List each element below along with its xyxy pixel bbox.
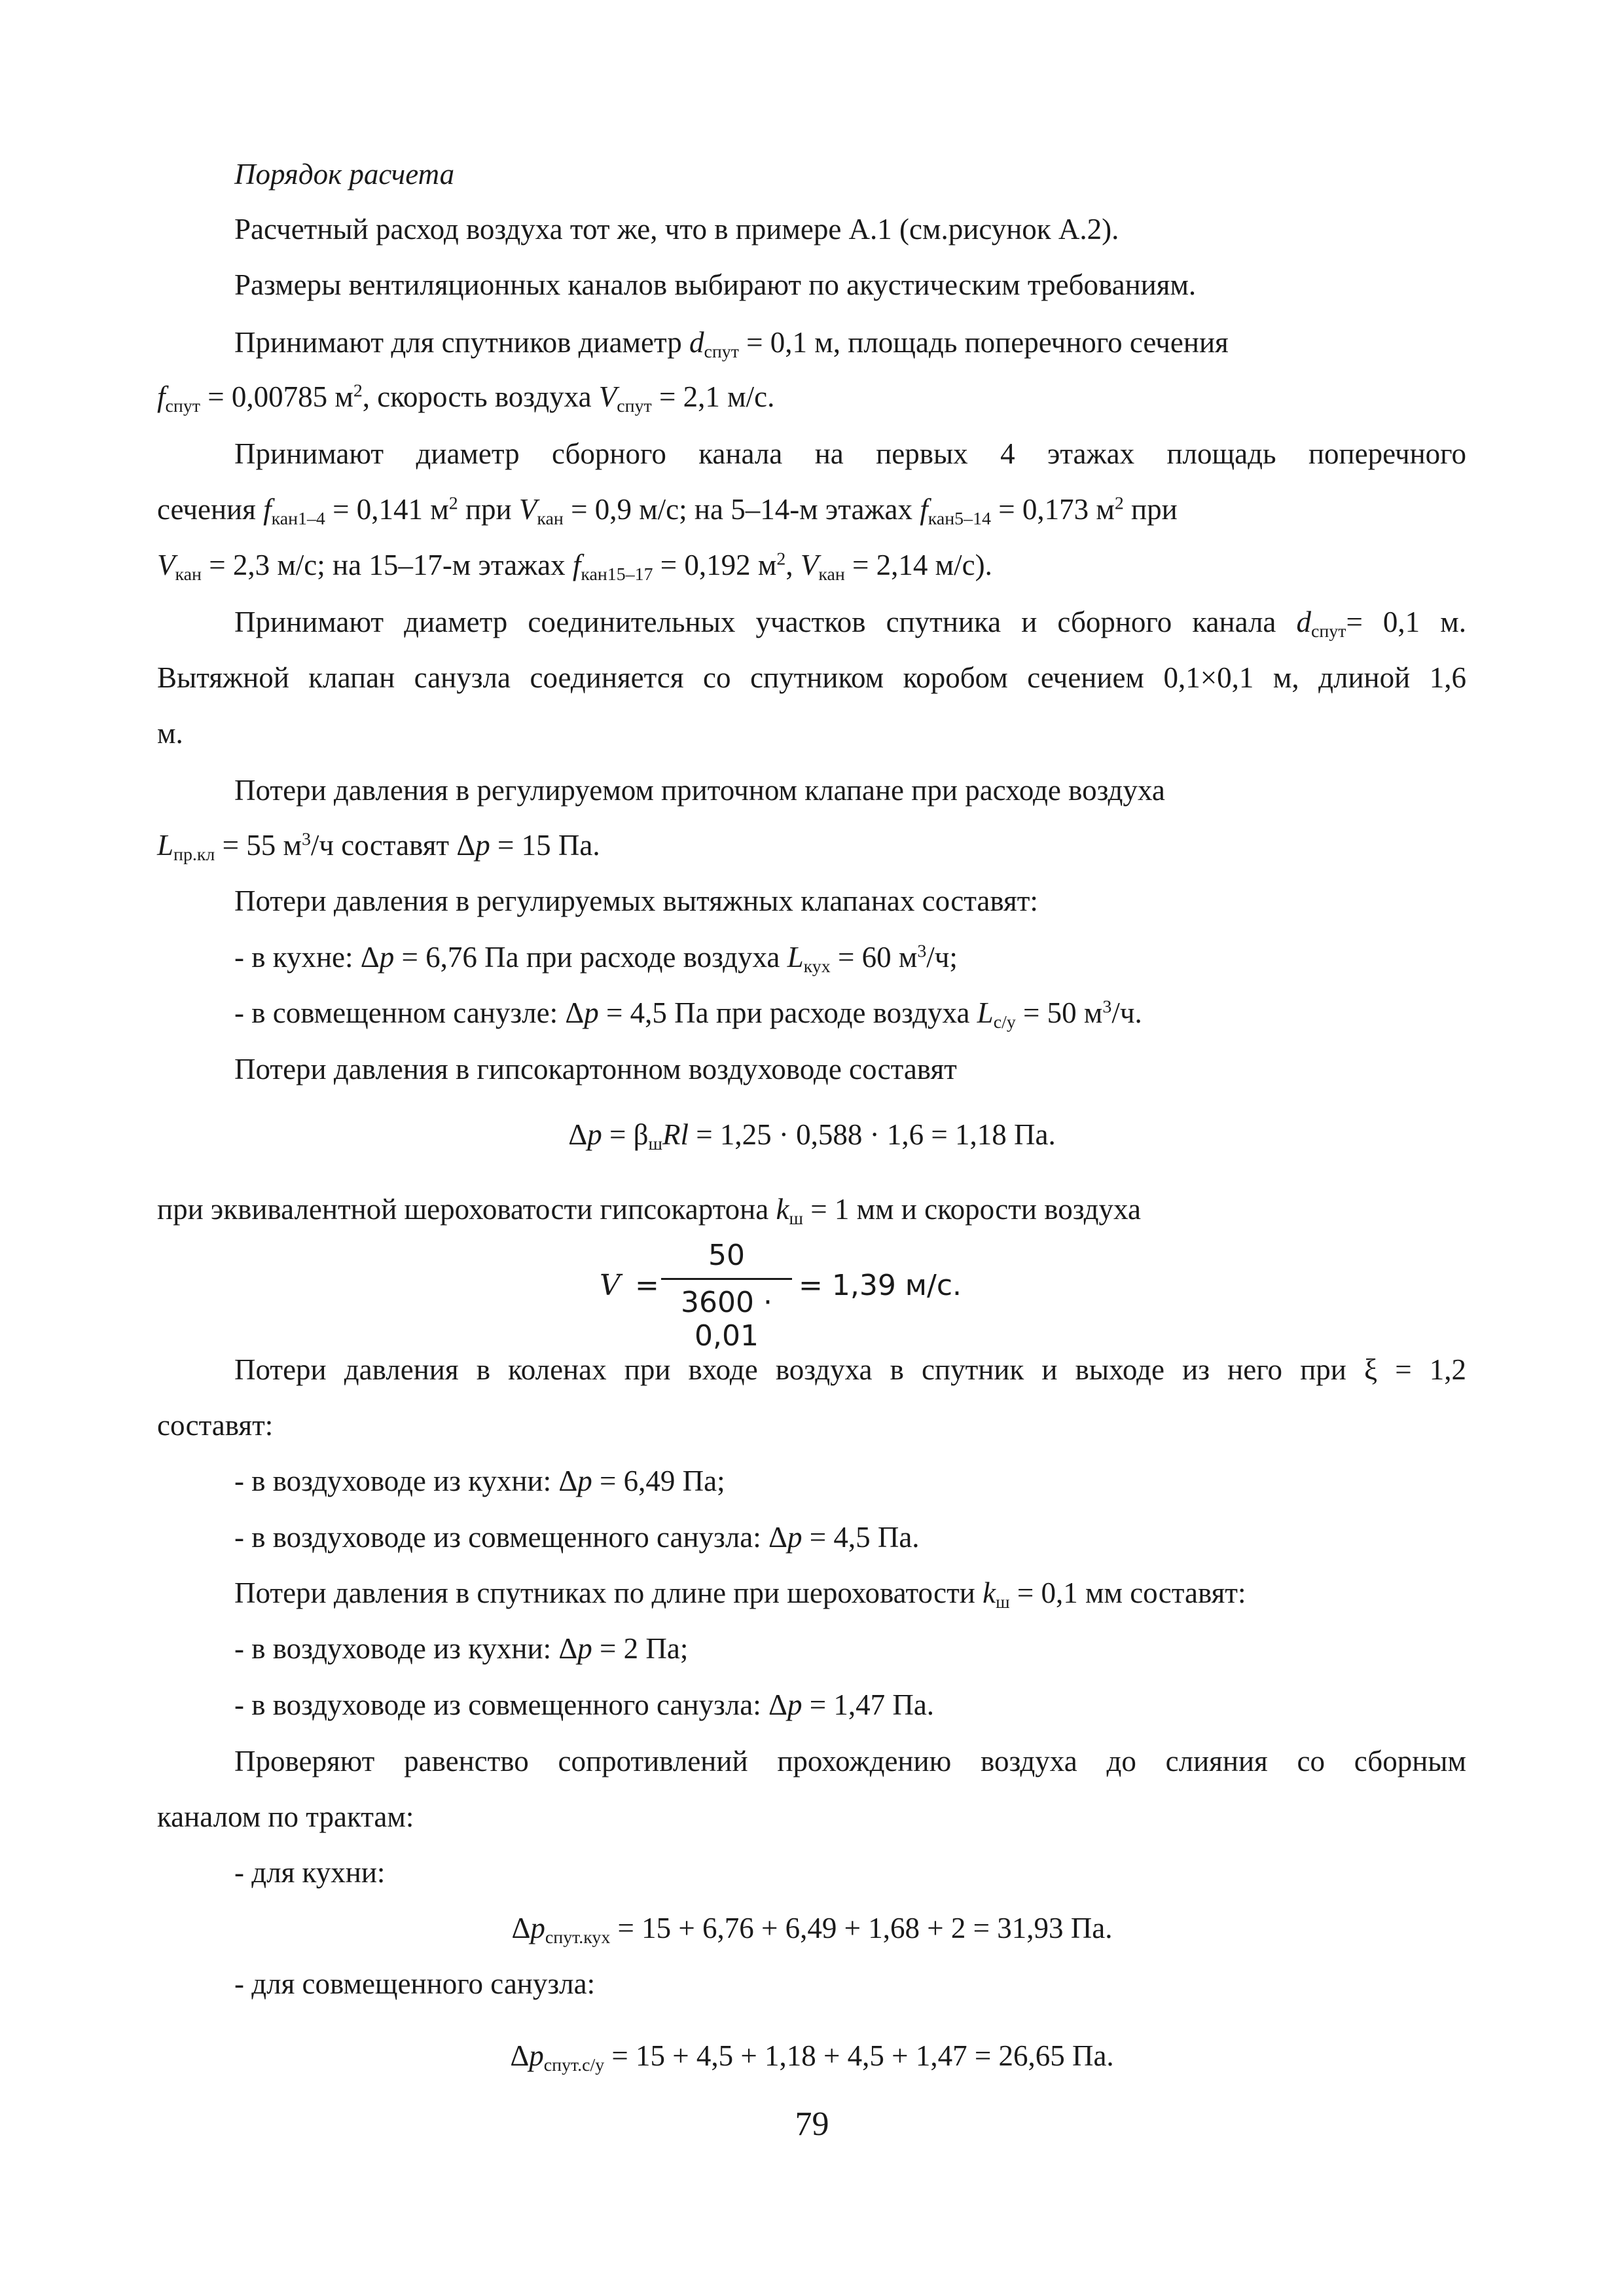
- fraction-denominator: 3600 · 0,01: [681, 1286, 772, 1353]
- fraction-bar: [661, 1278, 792, 1280]
- paragraph-connection-line1: Принимают диаметр соединительных участков спутника и сборного канала $d_{спут}= 0,1$ м.: [234, 606, 1466, 642]
- paragraph-elbows-line1: Потери давления в коленах при входе воздуха в спутник и выходе из него при ξ = 1,2: [234, 1353, 1466, 1386]
- paragraph-duct-sizes: Размеры вентиляционных каналов выбирают по акустическим требованиям.: [234, 268, 1197, 301]
- paragraph-roughness: при эквивалентной шероховатости гипсокартона $k_ш = 1$ мм и скорости воздуха: [157, 1193, 1141, 1229]
- fraction-numerator: 50: [708, 1239, 745, 1272]
- equation-drywall-loss: $\Delta p = \beta_шRl = 1,25 \cdot 0,588 \cdot 1,6 = 1,18$ Па.: [568, 1118, 1056, 1154]
- paragraph-satellite-line2: $f_{спут} = 0,00785$ $м^2$, скорость воздуха $V_{спут} = 2,1$ м/с.: [157, 380, 775, 416]
- item-bathroom-valve: - в совмещенном санузле: Δp = 4,5 Па при расходе воздуха $L_{с/у} = 50$ $м^3/ч$.: [234, 996, 1142, 1032]
- item-for-kitchen: - для кухни:: [234, 1856, 386, 1889]
- item-kitchen-valve: - в кухне: Δp = 6,76 Па при расходе воздуха $L_{кух} = 60$ $м^3/ч$;: [234, 941, 958, 977]
- paragraph-collector-line3: $V_{кан} = 2,3$ м/с; на 15–17-м этажах $f_{кан15-17} = 0,192$ $м^2$, $V_{кан} = 2,14$ м/с).: [157, 549, 992, 585]
- equation-kitchen-sum: $\Delta p_{спут.кух} = 15 + 6,76 + 6,49 + 1,68 + 2 = 31,93$ Па.: [511, 1912, 1113, 1948]
- paragraph-drywall-duct: Потери давления в гипсокартонном воздуховоде составят: [234, 1053, 957, 1085]
- paragraph-connection-line2: Вытяжной клапан санузла соединяется со спутником коробом сечением 0,1×0,1 м, длиной 1,6: [157, 661, 1466, 694]
- equals-sign: =: [635, 1269, 659, 1302]
- paragraph-check-line1: Проверяют равенство сопротивлений прохождению воздуха до слияния со сборным: [234, 1745, 1466, 1777]
- page-number: 79: [795, 2105, 829, 2143]
- item-bathroom-elbow: - в воздуховоде из совмещенного санузла: Δp = 4,5 Па.: [234, 1521, 920, 1554]
- paragraph-collector-line1: Принимают диаметр сборного канала на первых 4 этажах площадь поперечного: [234, 437, 1466, 470]
- item-kitchen-elbow: - в воздуховоде из кухни: Δp = 6,49 Па;: [234, 1465, 725, 1497]
- paragraph-airflow: Расчетный расход воздуха тот же, что в примере А.1 (см.рисунок А.2).: [234, 213, 1119, 246]
- paragraph-satellite-length: Потери давления в спутниках по длине при шероховатости $k_ш = 0,1$ мм составят:: [234, 1576, 1246, 1613]
- item-bathroom-length: - в воздуховоде из совмещенного санузла: Δp = 1,47 Па.: [234, 1688, 935, 1721]
- paragraph-connection-line3: м.: [157, 717, 183, 750]
- paragraph-satellite-line1: Принимают для спутников диаметр $d_{спут} = 0,1$ м, площадь поперечного сечения: [234, 326, 1229, 362]
- velocity-symbol: V: [600, 1269, 621, 1302]
- paragraph-supply-valve-line1: Потери давления в регулируемом приточном клапане при расходе воздуха: [234, 774, 1165, 807]
- paragraph-supply-valve-line2: $L_{пр.кл} = 55$ $м^3/ч$ составят Δp = 15 Па.: [157, 829, 600, 865]
- section-heading: Порядок расчета: [234, 158, 455, 191]
- paragraph-elbows-line2: составят:: [157, 1409, 274, 1442]
- paragraph-check-line2: каналом по трактам:: [157, 1800, 414, 1833]
- item-kitchen-length: - в воздуховоде из кухни: Δp = 2 Па;: [234, 1632, 689, 1665]
- item-for-bathroom: - для совмещенного санузла:: [234, 1967, 596, 2000]
- paragraph-exhaust-valves: Потери давления в регулируемых вытяжных клапанах составят:: [234, 884, 1038, 917]
- velocity-result: = 1,39 м/с.: [799, 1269, 962, 1302]
- paragraph-collector-line2: сечения $f_{кан1-4} = 0,141$ $м^2$ при $V_{кан} = 0,9$ м/с; на 5–14-м этажах $f_{кан5-14} = 0,173$ $м^2$ при: [157, 493, 1178, 529]
- equation-bathroom-sum: $\Delta p_{спут.с/у} = 15 + 4,5 + 1,18 + 4,5 + 1,47 = 26,65$ Па.: [510, 2039, 1114, 2075]
